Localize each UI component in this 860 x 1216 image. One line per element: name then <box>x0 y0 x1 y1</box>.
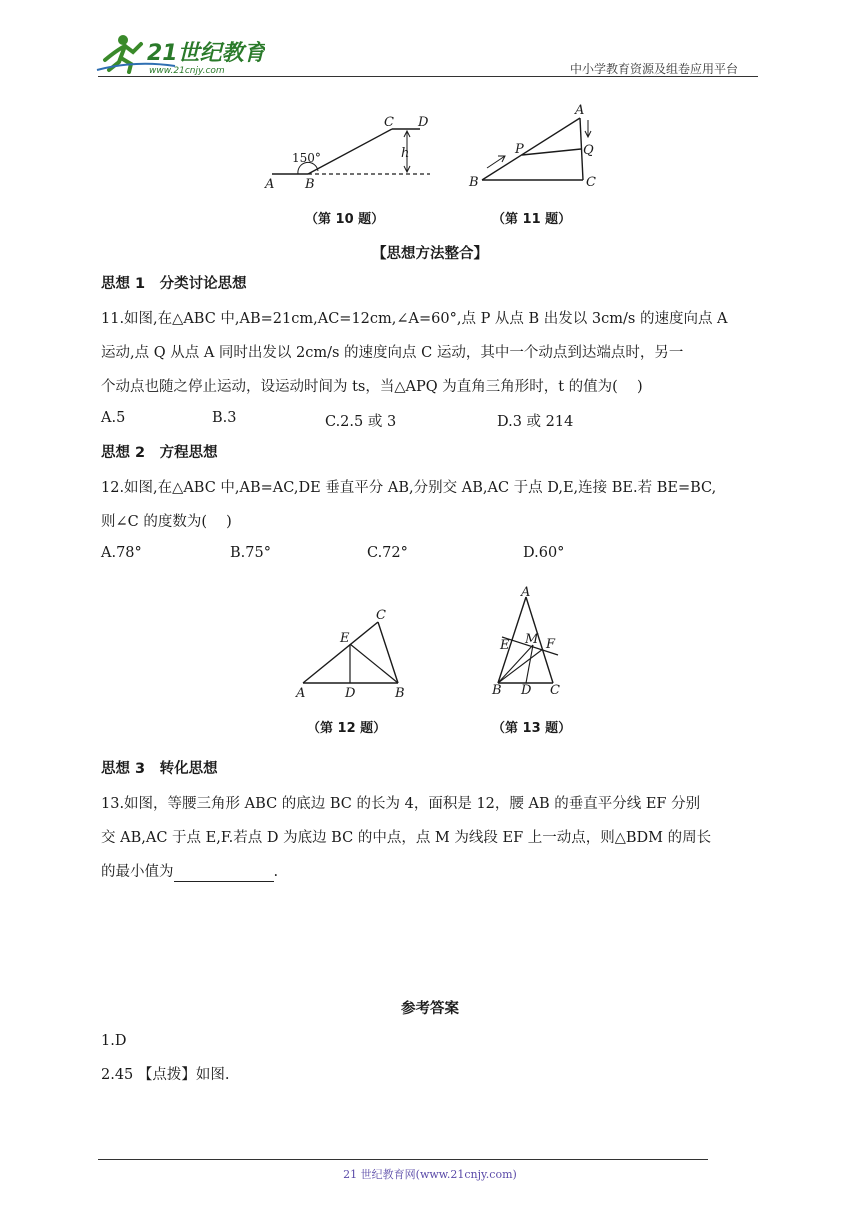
q11-option-d: D.3 或 214 <box>497 414 574 430</box>
header-divider <box>98 76 758 77</box>
fig10-label-A: A <box>265 177 275 192</box>
q13-line-2: 交 AB,AC 于点 E,F.若点 D 为底边 BC 的中点，点 M 为线段 EF 上一动点，则△BDM 的周长 <box>101 830 712 846</box>
platform-name: 中小学教育资源及组卷应用平台 <box>570 62 739 76</box>
footer-text: 21 世纪教育网(www.21cnjy.com) <box>343 1168 517 1181</box>
fig10-label-B: B <box>305 177 315 192</box>
logo-text: 21世纪教育 <box>147 41 265 66</box>
fig13-label-A: A <box>521 585 531 600</box>
q13-line-3 <box>101 862 278 882</box>
q13-answer-blank <box>174 867 274 882</box>
idea2-heading: 思想 2 方程思想 <box>101 445 218 461</box>
q13-line-3-end: . <box>273 864 279 880</box>
fig13-label-E: E <box>500 638 510 653</box>
q12-option-b: B.75° <box>230 545 271 561</box>
q12-option-c: C.72° <box>367 545 408 561</box>
fig11-label-B: B <box>469 175 479 190</box>
fig12-label-D: D <box>345 686 356 701</box>
q12-line-1: 12.如图,在△ABC 中,AB=AC,DE 垂直平分 AB,分别交 AB,AC 于点 D,E,连接 BE.若 BE=BC, <box>101 480 717 496</box>
fig12-caption: （第 12 题） <box>307 721 387 736</box>
logo-url: www.21cnjy.com <box>149 66 225 76</box>
section-title: 【思想方法整合】 <box>372 246 488 262</box>
fig13-label-F: F <box>546 637 556 652</box>
q12-option-d: D.60° <box>523 545 565 561</box>
site-logo <box>95 30 265 76</box>
q12-option-a: A.78° <box>101 545 142 561</box>
figure-11 <box>465 98 615 198</box>
q11-line-2: 运动,点 Q 从点 A 同时出发以 2cm/s 的速度向点 C 运动，其中一个动点到达端点时，另一 <box>101 345 684 361</box>
q11-line-3: 个动点也随之停止运动，设运动时间为 ts，当△APQ 为直角三角形时，t 的值为( ) <box>101 379 643 395</box>
footer-divider <box>98 1159 708 1160</box>
figure-13 <box>488 583 578 705</box>
fig11-label-P: P <box>515 142 524 157</box>
fig10-angle-label: 150° <box>292 151 321 165</box>
answer-line-1: 1.D <box>101 1033 127 1049</box>
idea3-heading: 思想 3 转化思想 <box>101 761 218 777</box>
idea1-heading: 思想 1 分类讨论思想 <box>101 276 247 292</box>
fig11-label-A: A <box>575 103 585 118</box>
q11-option-b: B.3 <box>212 410 237 426</box>
answer-line-2: 2.45 【点拨】如图. <box>101 1067 230 1083</box>
figure-12 <box>288 600 418 705</box>
q13-line-1: 13.如图，等腰三角形 ABC 的底边 BC 的长为 4，面积是 12，腰 AB 的垂直平分线 EF 分别 <box>101 796 701 812</box>
q12-line-2: 则∠C 的度数为( ) <box>101 514 232 530</box>
fig10-label-h: h <box>401 146 410 161</box>
fig12-label-E: E <box>340 631 350 646</box>
fig11-label-Q: Q <box>583 143 594 158</box>
q11-option-c: C.2.5 或 3 <box>325 414 397 430</box>
q11-line-1: 11.如图,在△ABC 中,AB=21cm,AC=12cm,∠A=60°,点 P 从点 B 出发以 3cm/s 的速度向点 A <box>101 311 728 327</box>
fig13-label-M: M <box>525 632 539 647</box>
fig10-label-C: C <box>384 115 394 130</box>
fig13-caption: （第 13 题） <box>492 721 572 736</box>
fig11-label-C: C <box>586 175 596 190</box>
fig12-label-B: B <box>395 686 405 701</box>
runner-logo-icon <box>95 30 265 76</box>
q11-option-a: A.5 <box>101 410 126 426</box>
fig10-caption: （第 10 题） <box>305 212 385 227</box>
q13-line-3-text: 的最小值为 <box>101 864 174 880</box>
fig13-label-C: C <box>550 683 560 698</box>
figure-10 <box>260 100 440 200</box>
answers-title: 参考答案 <box>401 1001 459 1017</box>
fig13-label-B: B <box>492 683 502 698</box>
fig11-caption: （第 11 题） <box>492 212 572 227</box>
fig12-label-C: C <box>376 608 386 623</box>
fig13-label-D: D <box>521 683 532 698</box>
fig12-label-A: A <box>296 686 306 701</box>
fig10-label-D: D <box>418 115 429 130</box>
